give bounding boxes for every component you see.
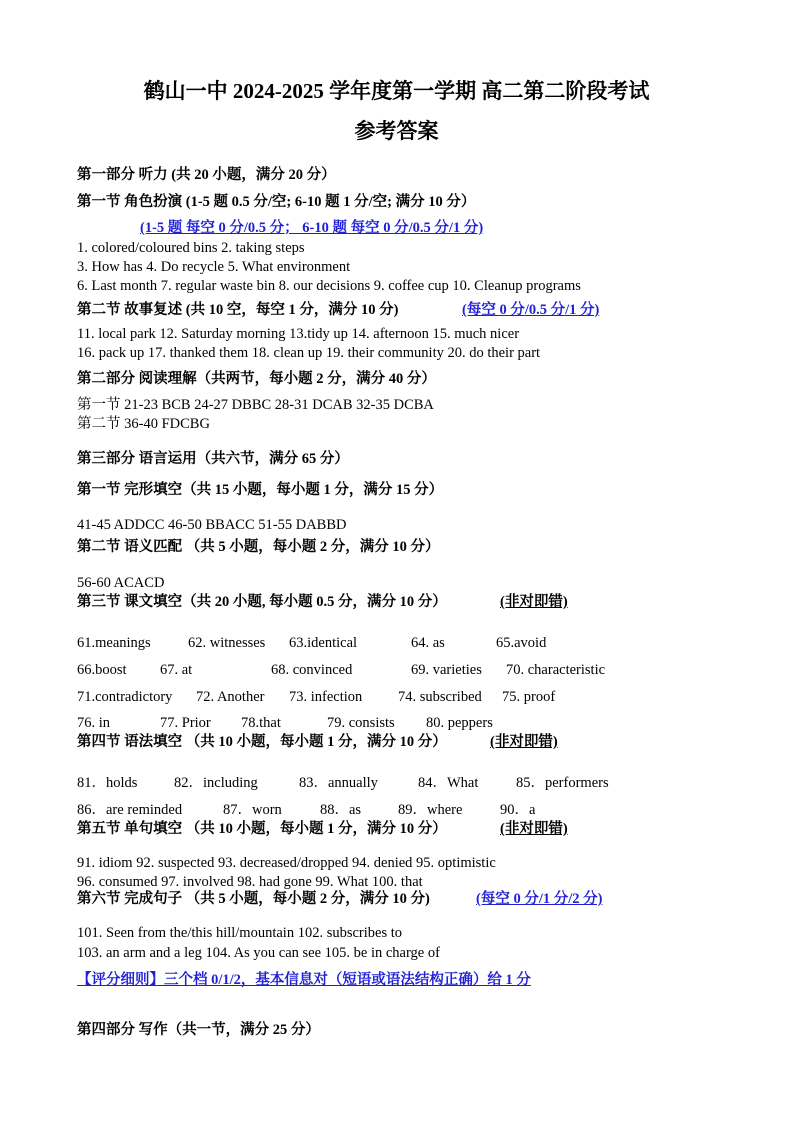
answer-item: 85．performers: [516, 775, 609, 791]
answer-item: 75. proof: [502, 689, 556, 705]
part1-sec2-heading: 第二节 故事复述 (共 10 空，每空 1 分，满分 10 分): [77, 302, 399, 318]
answer-line: 96. consumed 97. involved 98. had gone 99. What 100. that: [77, 874, 423, 890]
answer-item: 67. at: [160, 662, 193, 678]
answer-item: 78.that: [241, 715, 281, 731]
answer-item: 62. witnesses: [188, 635, 266, 651]
part1-heading: 第一部分 听力 (共 20 小题，满分 20 分）: [77, 167, 336, 183]
part3-sec6-scoring-rule: (每空 0 分/1 分/2 分): [476, 891, 603, 907]
answer-item: 76. in: [77, 715, 111, 731]
part3-sec5-note: (非对即错): [500, 821, 568, 837]
part3-sec5-heading: 第五节 单句填空 （共 10 小题，每小题 1 分，满分 10 分）: [77, 821, 447, 837]
answer-line: 56-60 ACACD: [77, 575, 165, 591]
answer-line: 91. idiom 92. suspected 93. decreased/dropped 94. denied 95. optimistic: [77, 855, 496, 871]
answer-item: 66.boost: [77, 662, 127, 678]
answer-item: 63.identical: [289, 635, 358, 651]
answer-item: 65.avoid: [496, 635, 547, 651]
part3-sec3-note: (非对即错): [500, 594, 568, 610]
part1-sec2-scoring-rule: (每空 0 分/0.5 分/1 分): [462, 302, 600, 318]
answer-line: 103. an arm and a leg 104. As you can see 105. be in charge of: [77, 945, 440, 961]
answer-item: 88．as: [320, 802, 362, 818]
answer-item: 87．worn: [223, 802, 282, 818]
answer-line: 第一节 21-23 BCB 24-27 DBBC 28-31 DCAB 32-35 DCBA: [77, 397, 434, 413]
answer-item: 69. varieties: [411, 662, 482, 678]
page-subtitle: 参考答案: [354, 119, 439, 143]
page-title: 鹤山一中 2024-2025 学年度第一学期 高二第二阶段考试: [143, 79, 650, 103]
part3-sec4-heading: 第四节 语法填空 （共 10 小题，每小题 1 分，满分 10 分）: [77, 734, 447, 750]
answer-item: 74. subscribed: [398, 689, 482, 705]
answer-item: 83．annually: [299, 775, 378, 791]
answer-item: 70. characteristic: [506, 662, 606, 678]
answer-line: 16. pack up 17. thanked them 18. clean up 19. their community 20. do their part: [77, 345, 541, 361]
answer-item: 81．holds: [77, 775, 138, 791]
answer-line: 101. Seen from the/this hill/mountain 102. subscribes to: [77, 925, 403, 941]
part3-sec2-heading: 第二节 语义匹配 （共 5 小题，每小题 2 分，满分 10 分）: [77, 539, 440, 555]
answer-item: 86．are reminded: [77, 802, 183, 818]
answer-item: 64. as: [411, 635, 445, 651]
answer-line: 11. local park 12. Saturday morning 13.tidy up 14. afternoon 15. much nicer: [77, 326, 520, 342]
part1-sec1-scoring-rule: (1-5 题 每空 0 分/0.5 分； 6-10 题 每空 0 分/0.5 分/1 分): [140, 220, 484, 236]
part2-heading: 第二部分 阅读理解（共两节，每小题 2 分，满分 40 分）: [77, 371, 436, 387]
answer-item: 80. peppers: [426, 715, 493, 731]
answer-item: 72. Another: [196, 689, 265, 705]
answer-line: 第二节 36-40 FDCBG: [77, 416, 210, 432]
answer-line: 1. colored/coloured bins 2. taking steps: [77, 240, 305, 256]
answer-item: 71.contradictory: [77, 689, 173, 705]
answer-item: 73. infection: [289, 689, 363, 705]
answer-item: 84．What: [418, 775, 479, 791]
part3-sec4-note: (非对即错): [490, 734, 558, 750]
part3-heading: 第三部分 语言运用（共六节，满分 65 分）: [77, 451, 349, 467]
answer-item: 68. convinced: [271, 662, 353, 678]
answer-item: 61.meanings: [77, 635, 151, 651]
answer-item: 77. Prior: [160, 715, 211, 731]
part1-sec1-heading: 第一节 角色扮演 (1-5 题 0.5 分/空; 6-10 题 1 分/空; 满分 10 分）: [77, 194, 476, 210]
answer-item: 89．where: [398, 802, 463, 818]
answer-item: 90．a: [500, 802, 536, 818]
answer-line: 6. Last month 7. regular waste bin 8. our decisions 9. coffee cup 10. Cleanup programs: [77, 278, 581, 294]
answer-item: 82．including: [174, 775, 258, 791]
part3-sec1-heading: 第一节 完形填空（共 15 小题，每小题 1 分，满分 15 分）: [77, 482, 444, 498]
answer-item: 79. consists: [327, 715, 395, 731]
scoring-detail: 【评分细则】三个档 0/1/2，基本信息对（短语或语法结构正确）给 1 分: [77, 972, 531, 988]
part3-sec6-heading: 第六节 完成句子 （共 5 小题，每小题 2 分，满分 10 分): [77, 891, 430, 907]
part3-sec3-heading: 第三节 课文填空（共 20 小题, 每小题 0.5 分，满分 10 分）: [77, 594, 447, 610]
answer-line: 41-45 ADDCC 46-50 BBACC 51-55 DABBD: [77, 517, 347, 533]
answer-line: 3. How has 4. Do recycle 5. What environment: [77, 259, 351, 275]
part4-heading: 第四部分 写作（共一节，满分 25 分）: [77, 1022, 320, 1038]
